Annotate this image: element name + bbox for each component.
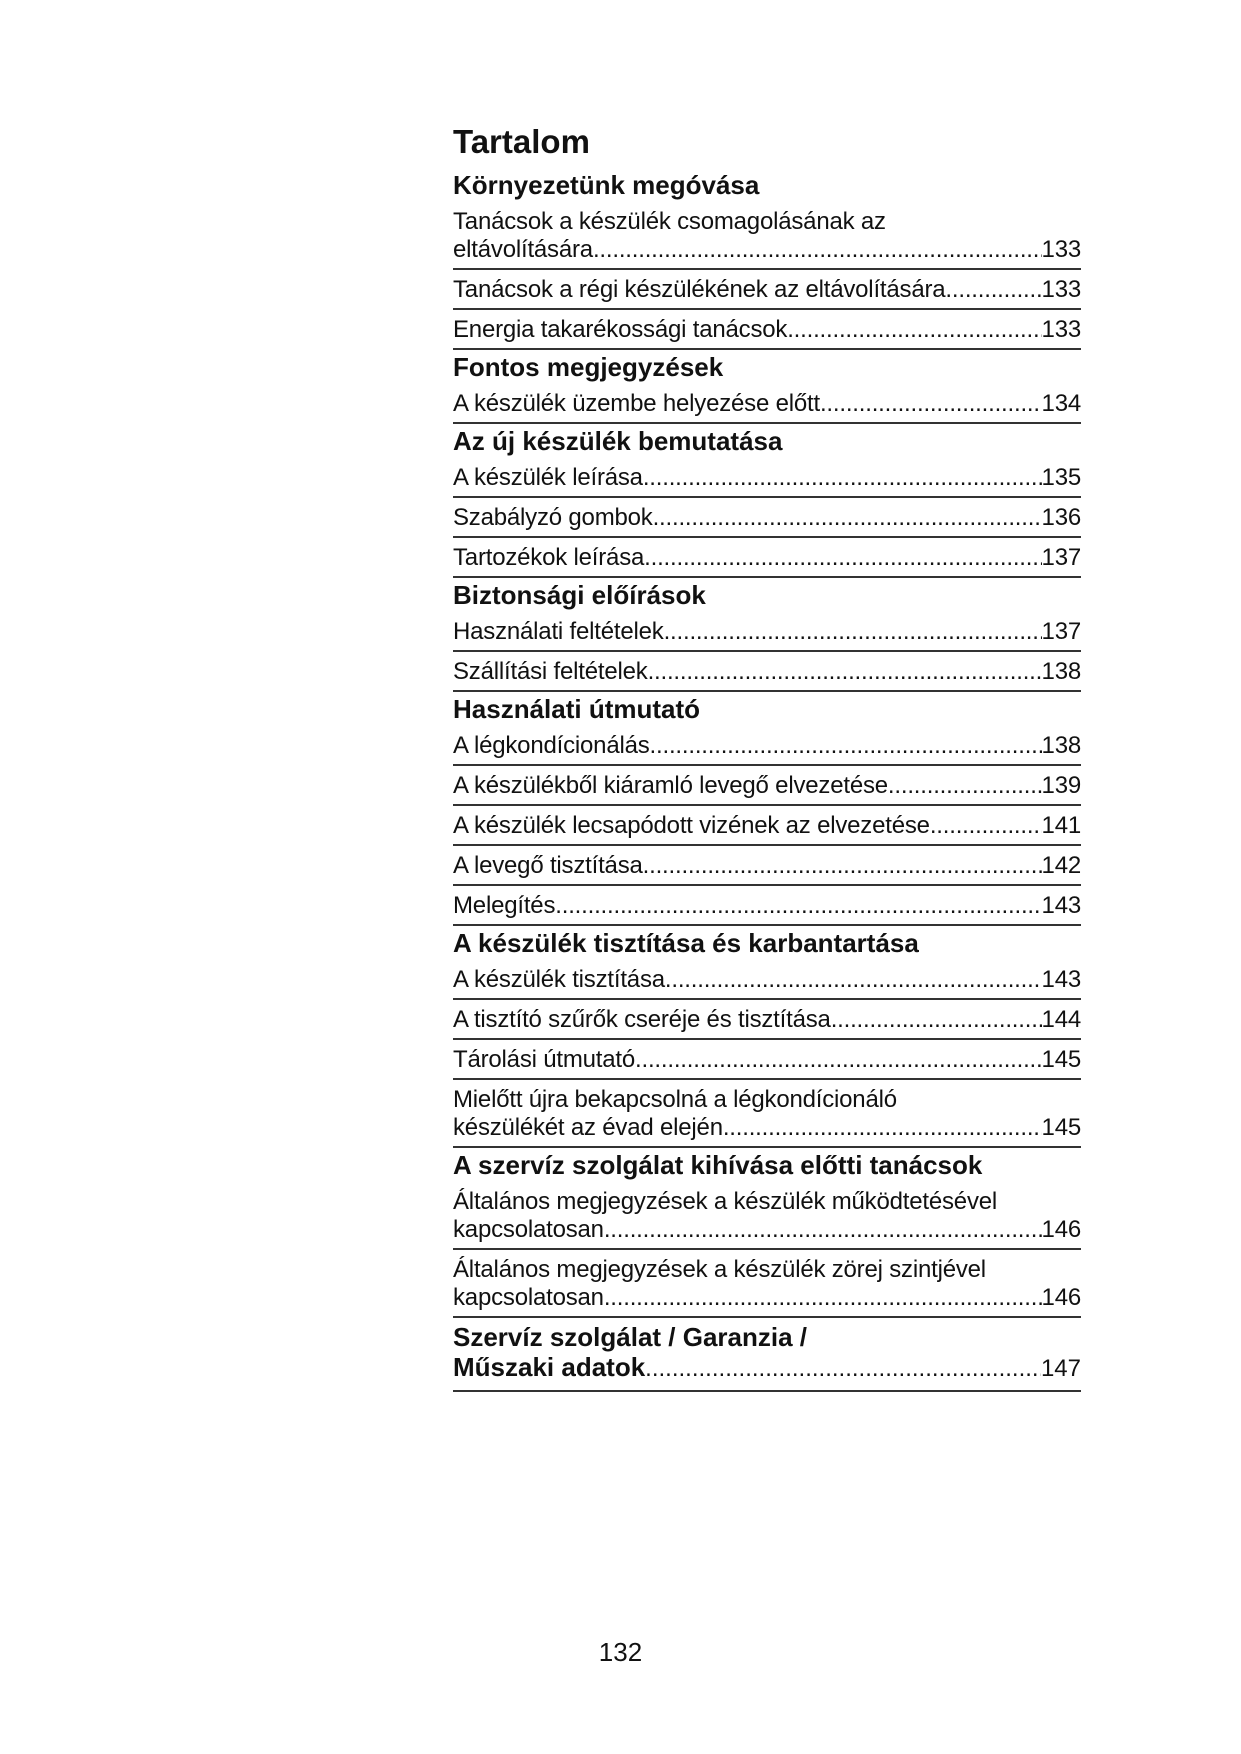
section-heading: Az új készülék bemutatása	[453, 426, 783, 456]
entry-page-number: 146	[1041, 1284, 1081, 1311]
toc-entry	[453, 806, 1081, 846]
entry-page-number: 145	[1041, 1046, 1081, 1073]
entry-label: Energia takarékossági tanácsok	[453, 316, 788, 343]
entry-line	[453, 464, 1081, 492]
entry-page-number: 143	[1041, 892, 1081, 919]
entry-page-number: 136	[1041, 504, 1081, 531]
section-heading: Használati útmutató	[453, 694, 701, 724]
entry-line	[453, 966, 1081, 994]
entry-line	[453, 658, 1081, 686]
toc-entry	[453, 1040, 1081, 1080]
toc-entry	[453, 310, 1081, 350]
toc-entry	[453, 886, 1081, 926]
entry-page-number: 138	[1041, 732, 1081, 759]
dot-leader	[723, 1114, 1042, 1142]
dot-leader	[831, 1006, 1042, 1034]
toc-entry	[453, 458, 1081, 498]
toc-entry	[453, 1000, 1081, 1040]
entry-line	[453, 1284, 1081, 1312]
dot-leader	[648, 658, 1042, 686]
dot-leader	[604, 1216, 1042, 1244]
entry-label: Melegítés	[453, 892, 556, 919]
entry-line	[453, 276, 1081, 304]
entry-label: Szállítási feltételek	[453, 658, 648, 685]
dot-leader	[665, 966, 1042, 994]
section-heading: A készülék tisztítása és karbantartása	[453, 928, 919, 958]
entry-line	[453, 1046, 1081, 1074]
entry-label: kapcsolatosan	[453, 1216, 604, 1243]
dot-leader	[643, 464, 1042, 492]
entry-label: A készülék lecsapódott vizének az elvezetése	[453, 812, 930, 839]
entry-page-number: 133	[1041, 316, 1081, 343]
dot-leader	[635, 1046, 1042, 1074]
entry-page-number: 146	[1041, 1216, 1081, 1243]
entry-label: A tisztító szűrők cseréje és tisztítása	[453, 1006, 831, 1033]
dot-leader	[664, 618, 1042, 646]
section-heading: Fontos megjegyzések	[453, 352, 724, 382]
entry-line	[453, 504, 1081, 532]
entry-label: eltávolítására	[453, 236, 593, 263]
entry-page-number: 134	[1041, 390, 1081, 417]
entry-page-number: 139	[1041, 772, 1081, 799]
entry-page-number: 133	[1041, 236, 1081, 263]
dot-leader	[787, 316, 1041, 344]
dot-leader	[593, 236, 1042, 264]
entry-page-number: 137	[1041, 618, 1081, 645]
final-heading-line	[453, 1352, 1081, 1384]
page-number: 132	[598, 1637, 643, 1667]
dot-leader	[555, 892, 1041, 920]
dot-leader	[643, 852, 1042, 880]
toc-entry	[453, 726, 1081, 766]
section-heading: Biztonsági előírások	[453, 580, 706, 610]
entry-page-number: 141	[1041, 812, 1081, 839]
toc-entry	[453, 652, 1081, 692]
dot-leader	[644, 544, 1041, 572]
entry-label-line1: Tanácsok a készülék csomagolásának az	[453, 208, 886, 235]
toc-title: Tartalom	[453, 123, 590, 160]
entry-line	[453, 732, 1081, 760]
entry-label-line1: Általános megjegyzések a készülék működtetésével	[453, 1188, 998, 1215]
table-of-contents	[453, 122, 1081, 1392]
entry-line	[453, 892, 1081, 920]
toc-entry-final	[453, 1318, 1081, 1392]
toc-entry	[453, 384, 1081, 424]
entry-page-number: 138	[1041, 658, 1081, 685]
entry-line	[453, 1114, 1081, 1142]
dot-leader	[945, 276, 1041, 304]
dot-leader	[653, 504, 1042, 532]
entry-label: A légkondícionálás	[453, 732, 650, 759]
entry-line	[453, 852, 1081, 880]
toc-entry	[453, 1250, 1081, 1318]
entry-label: Tanácsok a régi készülékének az eltávolítására	[453, 276, 946, 303]
toc-entry	[453, 1080, 1081, 1148]
entry-label: A készülékből kiáramló levegő elvezetése	[453, 772, 888, 799]
dot-leader	[820, 390, 1042, 418]
entry-page-number: 143	[1041, 966, 1081, 993]
entry-label: Tartozékok leírása	[453, 544, 645, 571]
entry-line	[453, 772, 1081, 800]
section-heading: Környezetünk megóvása	[453, 170, 760, 200]
entry-line	[453, 618, 1081, 646]
entry-label: A készülék leírása	[453, 464, 643, 491]
entry-line	[453, 316, 1081, 344]
entry-label: A levegő tisztítása	[453, 852, 643, 879]
toc-entry	[453, 270, 1081, 310]
entry-label: készülékét az évad elején	[453, 1114, 723, 1141]
entry-label: Szabályzó gombok	[453, 504, 653, 531]
final-heading-line2: Műszaki adatok	[453, 1352, 646, 1382]
section-heading: A szervíz szolgálat kihívása előtti tanácsok	[453, 1150, 983, 1180]
entry-page-number: 145	[1041, 1114, 1081, 1141]
entry-page-number: 147	[1040, 1355, 1081, 1382]
entry-label: kapcsolatosan	[453, 1284, 604, 1311]
dot-leader	[645, 1354, 1041, 1384]
entry-line	[453, 390, 1081, 418]
entry-page-number: 133	[1041, 276, 1081, 303]
entry-label: A készülék üzembe helyezése előtt	[453, 390, 820, 417]
toc-entry	[453, 1182, 1081, 1250]
toc-entry	[453, 766, 1081, 806]
entry-label: A készülék tisztítása	[453, 966, 665, 993]
entry-page-number: 142	[1041, 852, 1081, 879]
entry-line	[453, 1006, 1081, 1034]
entry-label: Használati feltételek	[453, 618, 664, 645]
toc-entry	[453, 538, 1081, 578]
toc-entry	[453, 846, 1081, 886]
entry-page-number: 144	[1041, 1006, 1081, 1033]
final-heading-line1: Szervíz szolgálat / Garanzia /	[453, 1322, 808, 1352]
entry-line	[453, 544, 1081, 572]
entry-line	[453, 812, 1081, 840]
entry-label-line1: Mielőtt újra bekapcsolná a légkondícionáló	[453, 1086, 897, 1113]
entry-page-number: 135	[1041, 464, 1081, 491]
toc-entry	[453, 612, 1081, 652]
dot-leader	[650, 732, 1042, 760]
entry-page-number: 137	[1041, 544, 1081, 571]
toc-entry	[453, 202, 1081, 270]
toc-entry	[453, 498, 1081, 538]
dot-leader	[930, 812, 1042, 840]
entry-label: Tárolási útmutató	[453, 1046, 636, 1073]
dot-leader	[888, 772, 1042, 800]
toc-sections	[453, 168, 1081, 1318]
entry-line	[453, 1216, 1081, 1244]
entry-label-line1: Általános megjegyzések a készülék zörej szintjével	[453, 1256, 986, 1283]
toc-entry	[453, 960, 1081, 1000]
dot-leader	[604, 1284, 1042, 1312]
entry-line	[453, 236, 1081, 264]
